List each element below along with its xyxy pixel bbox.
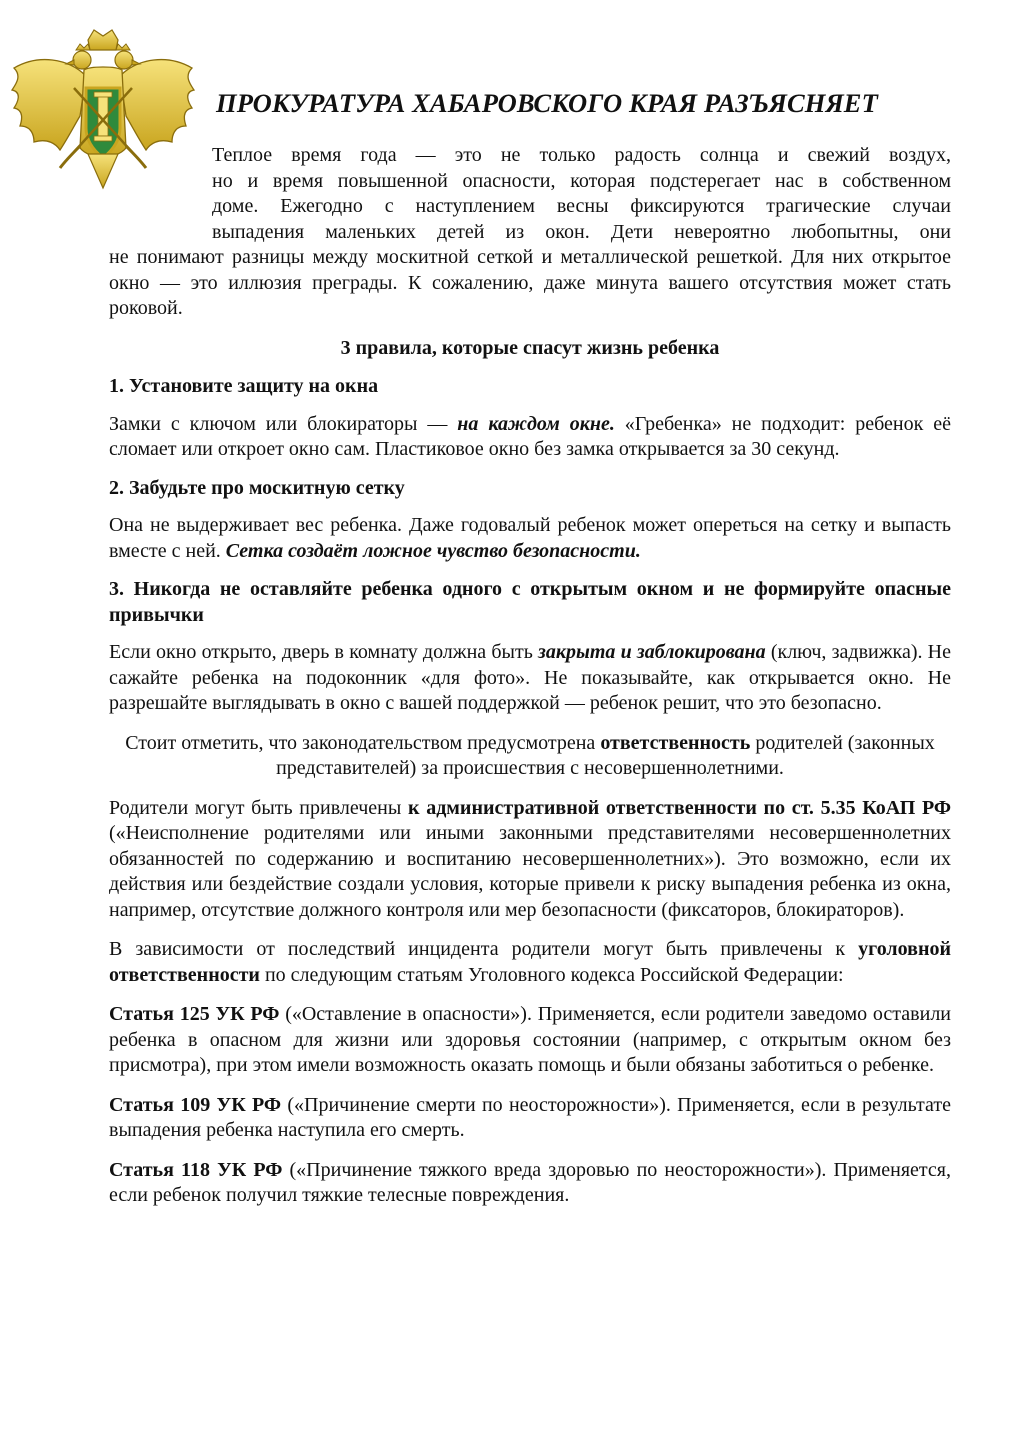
criminal-emphasis: уголовной ответственности xyxy=(109,938,951,986)
article-name: Статья 125 УК РФ xyxy=(109,1003,280,1025)
administrative-paragraph: Родители могут быть привлечены к административной ответственности по ст. 5.35 КоАП РФ («Неисполнение родителями или иными законными представителями несовершеннолетних обязанностей по содержанию и воспитанию несовершеннолетних»). Это возможно, если их действия или бездействие создали условия, которые привели к риску выпадения ребенка из окна, например, отсутствие должного контроля или мер безопасности (фиксаторов, блокираторов). xyxy=(109,796,951,921)
intro-line: Теплое время года — это не только радость солнца и свежий воздух, xyxy=(212,144,951,166)
page-title: ПРОКУРАТУРА ХАБАРОВСКОГО КРАЯ РАЗЪЯСНЯЕТ xyxy=(216,88,878,118)
rule-text: Она не выдерживает вес ребенка. Даже годовалый ребенок может опереться на сетку и выпасть вместе с ней. Сетка создаёт ложное чувство безопасности. xyxy=(109,514,951,562)
article-name: Статья 109 УК РФ xyxy=(109,1093,282,1116)
intro-paragraph xyxy=(109,143,951,322)
rules-title: 3 правила, которые спасут жизнь ребенка xyxy=(340,336,720,359)
responsibility-note: Стоит отметить, что законодательством предусмотрена ответственность родителей (законных представителей) за происшествия с несовершеннолетними. xyxy=(125,731,935,779)
criminal-paragraph: В зависимости от последствий инцидента родители могут быть привлечены к уголовной ответственности по следующим статьям Уголовного кодекса Российской Федерации: xyxy=(109,938,951,986)
intro-line: выпадения маленьких детей из окон. Дети невероятно любопытны, они xyxy=(212,220,951,243)
rule-heading: 1. Установите защиту на окна xyxy=(109,375,379,397)
rule-heading: 2. Забудьте про москитную сетку xyxy=(109,476,405,499)
article-name: Статья 118 УК РФ xyxy=(109,1158,283,1181)
rule-emphasis: Сетка создаёт ложное чувство безопасности. xyxy=(225,539,641,562)
rule-emphasis: закрыта и заблокирована xyxy=(538,641,766,663)
article-paragraph: Статья 109 УК РФ («Причинение смерти по неосторожности»). Применяется, если в результате выпадения ребенка наступила его смерть. xyxy=(109,1093,951,1141)
rule-text: Замки с ключом или блокираторы — на каждом окне. «Гребенка» не подходит: ребенок её сломает или откроет окно сам. Пластиковое окно без замка открывается за 30 секунд. xyxy=(109,412,951,460)
rule-heading: 3. Никогда не оставляйте ребенка одного с открытым окном и не формируйте опасные привычки xyxy=(109,578,951,626)
rule-emphasis: на каждом окне. xyxy=(457,412,615,435)
note-emphasis: ответственность xyxy=(600,731,751,754)
intro-line: но и время повышенной опасности, которая подстерегает нас в собственном xyxy=(212,169,951,192)
document-body xyxy=(109,143,951,1209)
admin-emphasis: к административной ответственности по ст. 5.35 КоАП РФ xyxy=(408,796,951,819)
intro-text: не понимают разницы между москитной сеткой и металлической решеткой. Для них открытое окно — это иллюзия преграды. К сожалению, даже минута вашего отсутствия может стать роковой. xyxy=(109,246,951,319)
rule-text: Если окно открыто, дверь в комнату должна быть закрыта и заблокирована (ключ, задвижка). Не сажайте ребенка на подоконник «для фото». Не показывайте, как открывается окно. Не разрешайте выглядывать в окно с вашей поддержкой — ребенок решит, что это безопасно. xyxy=(109,641,951,714)
article-paragraph: Статья 125 УК РФ («Оставление в опасности»). Применяется, если родители заведомо оставили ребенка в опасном для жизни или здоровья состоянии (например, с открытым окном без присмотра), при этом имели возможность оказать помощь и были обязаны заботиться о ребенке. xyxy=(109,1003,952,1076)
intro-line: доме. Ежегодно с наступлением весны фиксируются трагические случаи xyxy=(212,195,951,217)
article-paragraph: Статья 118 УК РФ («Причинение тяжкого вреда здоровью по неосторожности»). Применяется, если ребенок получил тяжкие телесные повреждения. xyxy=(109,1158,951,1206)
